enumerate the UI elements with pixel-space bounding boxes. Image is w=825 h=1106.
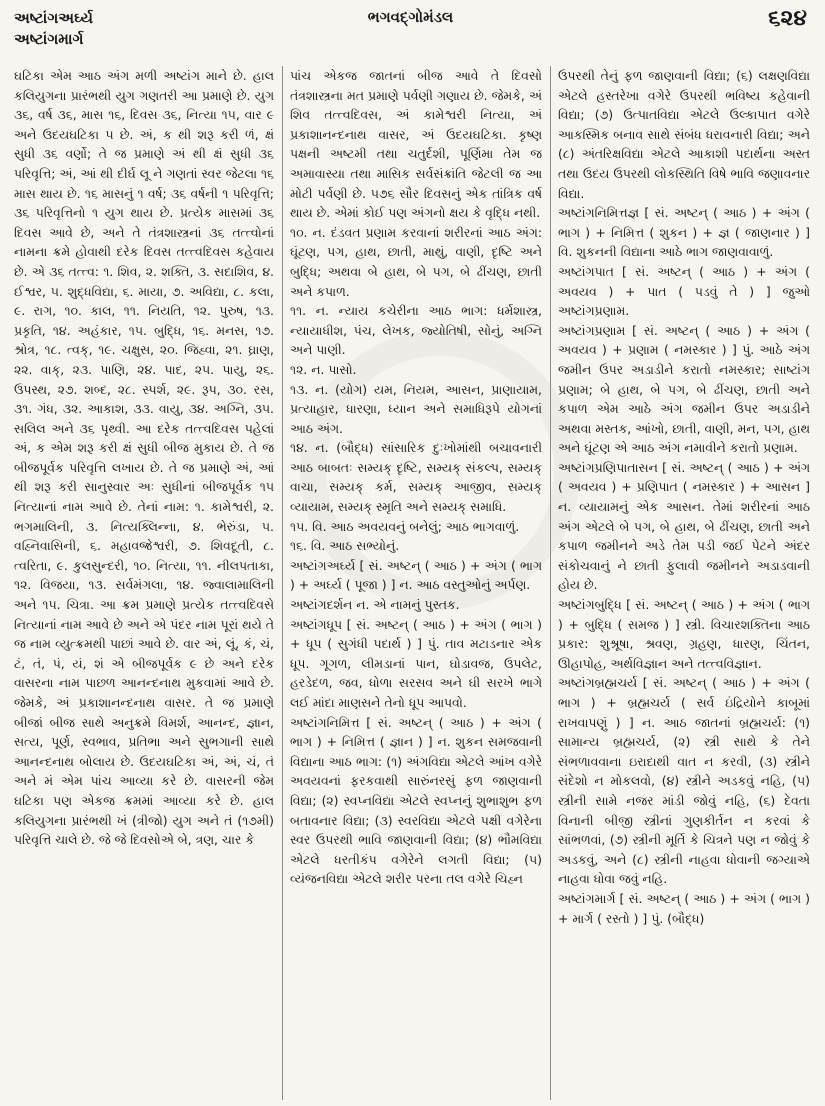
paragraph: ૧૬. વિ. આઠ સભ્યોનું. xyxy=(290,538,400,554)
guide-word-last: અષ્ટાંગમાર્ગ xyxy=(14,30,84,48)
dictionary-entry: અષ્ટાંગનિમિત્ત [ સં. અષ્ટન્ ( આઠ ) + અંગ ( ભાગ ) + નિમિત્ત ( જ્ઞાન ) ] ન. શુકન સમજવાની વિદ્યાના આઠ ભાગ: (૧) અંગવિદ્યા એટલે આંખ વગેરે અવયવનાં ફરકવાથી સારુંનરસું ફળ જાણવાની વિદ્યા; (૨) સ્વપ્નવિદ્યા એટલે સ્વપ્નનું શુભાશુભ ફળ બતાવનાર વિદ્યા; (૩) સ્વરવિદ્યા એટલે પક્ષી વગેરેના સ્વર ઉપરથી ભાવિ જાણવાની વિદ્યા; (૪) ભૌમવિદ્યા એટલે ધરતીકંપ વગેરેને લગતી વિદ્યા; (૫) વ્યંજનવિદ્યા એટલે શરીર પરના તલ વગેરે ચિહ્ન xyxy=(290,714,542,887)
paragraph: ૧૩. ન. (યોગ) યમ, નિયમ, આસન, પ્રાણાયામ, પ્રત્યાહાર, ધારણા, ધ્યાન અને સમાધિરૂપે યોગનાં આઠ અંગ. xyxy=(290,381,542,436)
paragraph: ૧૪. ન. (બૌદ્ધ) સાંસારિક દુઃખોમાંથી બચાવનારી આઠ બાબતઃ સમ્યક્ દૃષ્ટિ, સમ્યક્ સંકલ્પ, સમ્યક્ વાચા, સમ્યક્ કર્મ, સમ્યક્ આજીવ, સમ્યક્ વ્યાયામ, સમ્યક્ સ્મૃતિ અને સમ્યક્ સમાધિ. xyxy=(290,440,542,515)
dictionary-entry: અષ્ટાંગબ્રહ્મચર્ય [ સં. અષ્ટન્ ( આઠ ) + અંગ ( ભાગ ) + બ્રહ્મચર્ય ( સર્વ ઇંદ્રિયોને કાબૂમાં રાખવાપણું ) ] ન. આઠ જાતનાં બ્રહ્મચર્ય: (૧) સામાન્ય બ્રહ્મચર્ય, (૨) સ્ત્રી સાથે કે તેને સંભળાવવાના ઇરાદાથી વાત ન કરવી, (૩) સ્ત્રીને સંદેશો ન મોકલવો, (૪) સ્ત્રીને અડકવું નહિ, (૫) સ્ત્રીની સામે નજર માંડી જોવું નહિ, (૬) દેવતા વિનાની બીજી સ્ત્રીનાં ગુણકીર્તન ન કરવાં કે સાંભળવાં, (૭) સ્ત્રીની મૂર્તિ કે ચિત્રને પણ ન જોવું કે અડકવું, અને (૮) સ્ત્રીની નાહવા ધોવાની જગ્યાએ નાહવા ધોવા જવું નહિ. xyxy=(558,675,810,887)
dictionary-entry: અષ્ટાંગઅર્ઘ્ય [ સં. અષ્ટન્ ( આઠ ) + અંગ ( ભાગ ) + અર્ઘ્ય ( પૂજા ) ] ન. આઠ વસ્તુઓનું અર્પણ. xyxy=(290,557,542,593)
dictionary-entry: અષ્ટાંગધૂપ [ સં. અષ્ટન્ ( આઠ ) + અંગ ( ભાગ ) + ધૂપ ( સુગંધી પદાર્થ ) ] પું. તાવ મટાડનાર એક ધૂપ. ગૂગળ, લીમડાનાં પાન, ઘોડાવજ, ઉપલેટ, હરડેદળ, જવ, ધોળા સરસવ અને ઘી સરખે ભાગે લઈ માંદા માણસને તેનો ધૂપ આપવો. xyxy=(290,616,542,710)
dictionary-entry: અષ્ટાંગબુદ્ધિ [ સં. અષ્ટન્ ( આઠ ) + અંગ ( ભાગ ) + બુદ્ધિ ( સમજ ) ] સ્ત્રી. વિચારશક્તિના આઠ પ્રકાર: શુશ્રૂષા, શ્રવણ, ગ્રહણ, ધારણ, ચિંતન, ઊહાપોહ, અર્થવિજ્ઞાન અને તત્ત્વવિજ્ઞાન. xyxy=(558,597,810,671)
paragraph: ૧૧. ન. ન્યાય કચેરીના આઠ ભાગ: ધર્મશાસ્ત્ર, ન્યાયાધીશ, પંચ, લેખક, જ્યોતિષી, સોનું, અગ્નિ અને પાણી. xyxy=(290,303,542,358)
guide-word-first: અષ્ટાંગઅર્ઘ્ય xyxy=(14,9,94,27)
paragraph: ઉપરથી તેનું ફળ જાણવાની વિદ્યા; (૬) લક્ષણવિદ્યા એટલે હસ્તરેખા વગેરે ઉપરથી ભવિષ્ય કહેવાની વિદ્યા; (૭) ઉત્પાતવિદ્યા એટલે ઉલ્કાપાત વગેરે આકસ્મિક બનાવ સાથે સંબંધ ધરાવનારી વિદ્યા; અને (૮) અંતરિક્ષવિદ્યા એટલે આકાશી પદાર્થના અસ્ત તથા ઉદય ઉપરથી લોકસ્થિતિ વિષે ભાવિ જણાવનાર વિદ્યા. xyxy=(558,68,810,201)
paragraph: ૧૨. ન. પાસો. xyxy=(290,361,357,377)
paragraph: ઘટિકા એમ આઠ અંગ મળી અષ્ટાંગ માને છે. હાલ કલિયુગના પ્રારંભથી યુગ ગણતરી આ પ્રમાણે છે. યુગ ૩૬, વર્ષ ૩૬, માસ ૧૬, દિવસ ૩૬, નિત્યા ૧૫, વાર ૯ અને ઉદયઘટિકા ૫ છે. અં, ક થી શરૂ કરી ળં, ક્ષં સુધી ૩૬ વર્ણો; તે જ પ્રમાણે અં થી ક્ષં સુધી ૩૬ પરિવૃત્તિ; અં, આં થી દીર્ઘ લૂ ને ગણતાં સ્વર જેટલા ૧૬ માસ થાય છે. ૧૬ માસનું ૧ વર્ષ; ૩૬ વર્ષની ૧ પરિવૃત્તિ; ૩૬ પરિવૃત્તિનો ૧ યુગ થાય છે. પ્રત્યેક માસમાં ૩૬ દિવસ આવે છે, અને તે તંત્રશાસ્ત્રનાં ૩૬ તત્ત્વોનાં નામના ક્રમે હોવાથી દરેક દિવસ તત્ત્વદિવસ કહેવાય છે. એ ૩૬ તત્ત્વ: ૧. શિવ, ૨. શક્તિ, ૩. સદાશિવ, ૪. ઈશ્વર, ૫. શુદ્ધવિદ્યા, ૬. માયા, ૭. અવિદ્યા, ૮. કલા, ૯. રાગ, ૧૦. કાલ, ૧૧. નિયતિ, ૧૨. પુરુષ, ૧૩. પ્રકૃતિ, ૧૪. અહંકાર, ૧૫. બુદ્ધિ, ૧૬. મનસ, ૧૭. શ્રોત્ર, ૧૮. ત્વક્, ૧૯. ચક્ષુસ, ૨૦. જિહ્વા, ૨૧. ઘ્રાણ, ૨૨. વાક્, ૨૩. પાણિ, ૨૪. પાદ, ૨૫. પાયુ, ૨૬. ઉપસ્થ, ૨૭. શબ્દ, ૨૮. સ્પર્શ, ૨૯. રૂપ, ૩૦. રસ, ૩૧. ગંધ, ૩૨. આકાશ, ૩૩. વાયુ, ૩૪. અગ્નિ, ૩૫. સલિલ અને ૩૬ પૃથ્વી. આ દરેક તત્ત્વદિવસ પહેલાં અં, ક એમ શરૂ કરી ક્ષં સુધી બીજ મુકાય છે. તે જ બીજપૂર્વક પરિવૃત્તિ લખાય છે. તે જ પ્રમાણે અં, આં થી શરૂ કરી સાનુસ્વાર અઃ સુધીનાં બીજપૂર્વક ૧૫ નિત્યાનાં નામ આવે છે. તેનાં નામ: ૧. કામેશ્વરી, ૨. ભગમાલિની, ૩. નિત્યક્લિન્ના, ૪. ભેરુંડા, ૫. વહ્નિવાસિની, ૬. મહાવજ્રેશ્વરી, ૭. શિવદૂતી, ૮. ત્વરિતા, ૯. કુલસુન્દરી, ૧૦. નિત્યા, ૧૧. નીલપતાકા, ૧૨. વિજયા, ૧૩. સર્વમંગલા, ૧૪. જ્વાલામાલિની અને ૧૫. ચિત્રા. આ ક્રમ પ્રમાણે પ્રત્યેક તત્ત્વદિવસે નિત્યાનાં નામ આવે છે અને એ પંદર નામ પૂરાં થયે તે જ નામ વ્યુત્ક્રમથી પાછાં આવે છે. વાર અં, લૂં, કં, ચં, ટં, તં, પં, યં, શં એ બીજપૂર્વક ૯ છે અને દરેક વાસરના નામ પાછળ આનન્દનાથ મુકવામાં આવે છે. જેમકે, અં પ્રકાશાનન્દનાથ વાસર. તે જ પ્રમાણે બીજાં બીજ સાથે અનુક્રમે વિમર્શ, આનન્દ, જ્ઞાન, સત્ય, પૂર્ણ, સ્વભાવ, પ્રતિભા અને સુભગાની સાથે આનન્દનાથ બોલાય છે. ઉદયઘટિકા અં, અં, ચં, તં અને મં એમ પાંચ આવ્યા કરે છે. વાસરની જેમ ઘટિકા પણ એકજ ક્રમમાં આવ્યા કરે છે. હાલ કલિયુગના પ્રારંભથી ખં (ત્રીજો) યુગ અને તં (૧૭મી) પરિવૃત્તિ ચાલે છે. જે જે દિવસોએ બે, ત્રણ, ચાર કે xyxy=(14,68,274,848)
dictionary-entry: અષ્ટાંગપાત [ સં. અષ્ટન્ ( આઠ ) + અંગ ( અવયવ ) + પાત ( પડવું તે ) ] જુઓ અષ્ટાંગપ્રણામ. xyxy=(558,263,810,319)
dictionary-entry: અષ્ટાંગદર્શન ન. એ નામનું પુસ્તક. xyxy=(290,597,460,613)
dictionary-entry: અષ્ટાંગમાર્ગ [ સં. અષ્ટન્ ( આઠ ) + અંગ ( ભાગ ) + માર્ગ ( રસ્તો ) ] પું. (બૌદ્ધ) xyxy=(558,890,810,926)
column-3 xyxy=(550,66,810,1100)
page-number: ૬૨૪ xyxy=(768,6,807,31)
dictionary-entry: અષ્ટાંગપ્રણામ [ સં. અષ્ટન્ ( આઠ ) + અંગ ( અવયવ ) + પ્રણામ ( નમસ્કાર ) ] પું. આઠે અંગ જમીન ઉપર અડાડીને કરાતો નમસ્કાર; સાષ્ટાંગ પ્રણામ; બે હાથ, બે પગ, બે ઢીંચણ, છાતી અને કપાળ એમ આઠે અંગ જમીન ઉપર અડાડીને અથવા મસ્તક, આંખો, છાતી, વાણી, મન, પગ, હાથ અને ઘૂંટણ એ આઠ અંગ નમાવીને કરાતો પ્રણામ. xyxy=(558,322,810,456)
dictionary-entry: અષ્ટાંગનિમિત્તજ્ઞ [ સં. અષ્ટન્ ( આઠ ) + અંગ ( ભાગ ) + નિમિત્ત ( શુકન ) + જ્ઞ ( જાણનાર ) ] વિ. શુકનની વિદ્યાના આઠે ભાગ જાણવાવાળું. xyxy=(558,205,810,260)
column-1 xyxy=(14,66,274,1100)
paragraph: ૧૫. વિ. આઠ અવયવનું બનેલું; આઠ ભાગવાળું. xyxy=(290,518,520,534)
page-header xyxy=(14,6,807,62)
text-columns xyxy=(14,66,812,1100)
paragraph: પાંચ એકજ જાતનાં બીજ આવે તે દિવસો તંત્રશાસ્ત્રના મત પ્રમાણે પર્વણી ગણાય છે. જેમકે, અં શિવ તત્ત્વદિવસ, અં કામેશ્વરી નિત્યા, અં પ્રકાશાનન્દનાથ વાસર, અં ઉદયઘટિકા. કૃષ્ણ પક્ષની અષ્ટમી તથા ચતુર્દશી, પૂર્ણિમા તેમ જ અમાવાસ્યા તથા માસિક સર્વસંક્રાંતિ જેટલી જ આ મોટી પર્વણી છે. ૫૭૬ સૌર દિવસનું એક તાંત્રિક વર્ષ થાય છે. એમાં કોઈ પણ અંગનો ક્ષય કે વૃદ્ધિ નથી. xyxy=(290,68,542,221)
dictionary-entry: અષ્ટાંગપ્રણિપાતાસન [ સં. અષ્ટન્ ( આઠ ) + અંગ ( અવયવ ) + પ્રણિપાત ( નમસ્કાર ) + આસન ] ન. વ્યાયામનું એક આસન. તેમાં શરીરનાં આઠ અંગ એટલે બે પગ, બે હાથ, બે ઢીંચણ, છાતી અને કપાળ જમીનને અડે તેમ પડી જઈ પેટને અંદર સંકોચવાનું ને છાતી ફુલાવી જમીનને અડાડવાની હોય છે. xyxy=(558,459,810,593)
book-title: ભગવદ્ગોમંડલ xyxy=(367,8,454,26)
column-2 xyxy=(282,66,542,1100)
paragraph: ૧૦. ન. દંડવત પ્રણામ કરવાનાં શરીરનાં આઠ અંગ: ઘૂંટણ, પગ, હાથ, છાતી, માથું, વાણી, દૃષ્ટિ અને બુદ્ધિ; અથવા બે હાથ, બે પગ, બે ઢીંચણ, છાતી અને કપાળ. xyxy=(290,224,542,299)
